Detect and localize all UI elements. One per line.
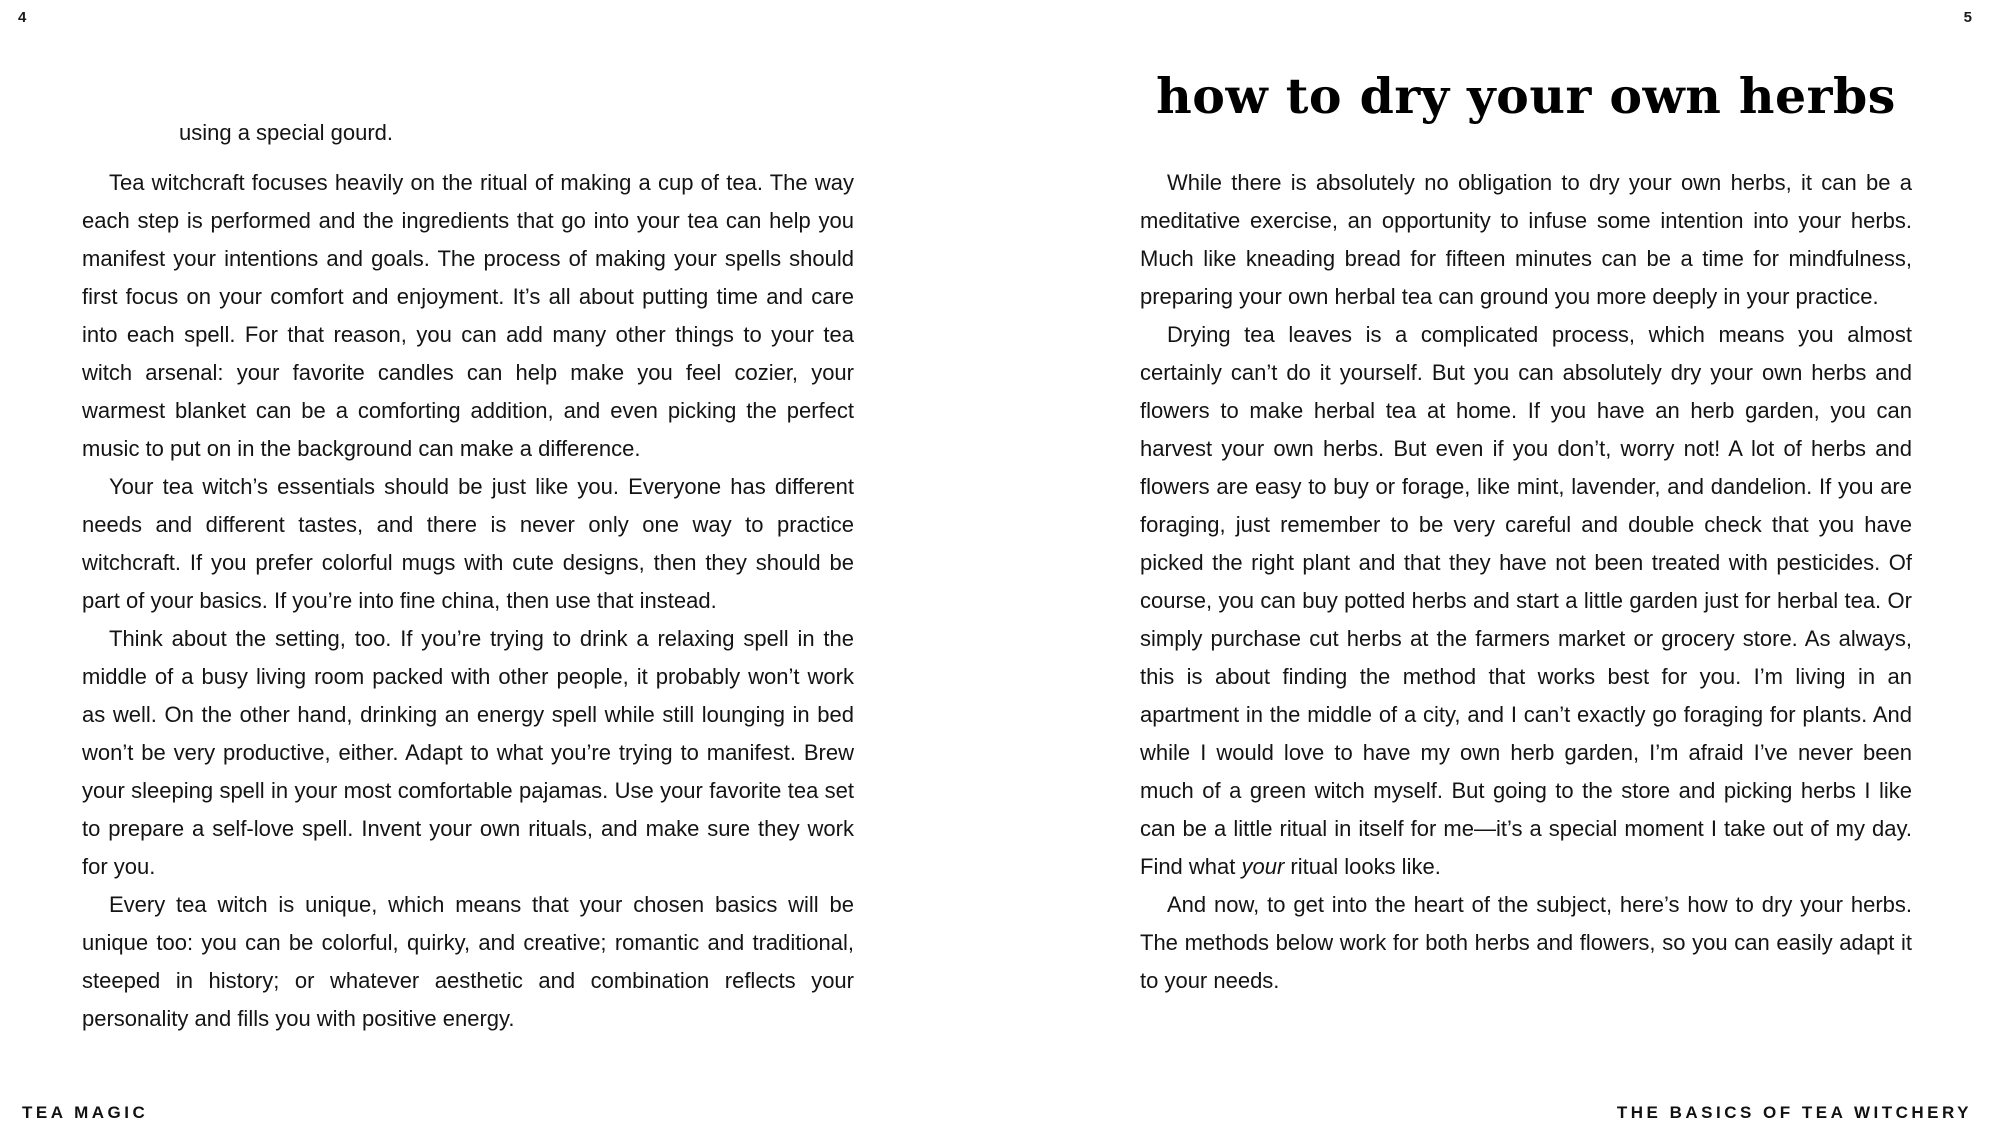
- running-footer-left: TEA MAGIC: [22, 1103, 149, 1122]
- paragraph-text-run: While there is absolutely no obligation to dry your own herbs, it can be a meditative exercise, an opportunity to infuse some intention into your herbs. Much like kneading bread for fifteen minutes can be a time for mindfulness, preparing your own herbal tea can ground you more deeply in your practice.: [1140, 170, 1912, 309]
- paragraph-text-run: Every tea witch is unique, which means that your chosen basics will be unique too: you can be colorful, quirky, and creative; romantic and traditional, steeped in history; or whatever aesthetic and combination reflects your personality and fills you with positive energy.: [82, 892, 854, 1031]
- paragraph: [82, 886, 854, 1038]
- paragraph: [1140, 316, 1912, 886]
- paragraph: [1140, 164, 1912, 316]
- left-paragraphs: [82, 164, 854, 1038]
- paragraph-text-run: Your tea witch’s essentials should be just like you. Everyone has different needs and different tastes, and there is never only one way to practice witchcraft. If you prefer colorful mugs with cute designs, then they should be part of your basics. If you’re into fine china, then use that instead.: [82, 474, 854, 613]
- chapter-heading: how to dry your own herbs: [1156, 67, 1896, 125]
- paragraph-text-run: Think about the setting, too. If you’re trying to drink a relaxing spell in the middle of a busy living room packed with other people, it probably won’t work as well. On the other hand, drinking an energy spell while still lounging in bed won’t be very productive, either. Adapt to what you’re trying to manifest. Brew your sleeping spell in your most comfortable pajamas. Use your favorite tea set to prepare a self-love spell. Invent your own rituals, and make sure they work for you.: [82, 626, 854, 879]
- paragraph: [1140, 886, 1912, 1000]
- running-footer-right: THE BASICS OF TEA WITCHERY: [1616, 1103, 1972, 1122]
- page-number-left: 4: [18, 9, 27, 26]
- paragraph: [82, 468, 854, 620]
- left-text-column: [82, 114, 854, 1038]
- paragraph-text-run: Drying tea leaves is a complicated process, which means you almost certainly can’t do it yourself. But you can absolutely dry your own herbs and flowers to make herbal tea at home. If you have an herb garden, you can harvest your own herbs. But even if you don’t, worry not! A lot of herbs and flowers are easy to buy or forage, like mint, lavender, and dandelion. If you are foraging, just remember to be very careful and double check that you have picked the right plant and that they have not been treated with pesticides. Of course, you can buy potted herbs and start a little garden just for herbal tea. Or simply purchase cut herbs at the farmers market or grocery store. As always, this is about finding the method that works best for you. I’m living in an apartment in the middle of a city, and I can’t exactly go foraging for plants. And while I would love to have my own herb garden, I’m afraid I’ve never been much of a green witch myself. But going to the store and picking herbs I like can be a little ritual in itself for me—it’s a special moment I take out of my day. Find what: [1140, 322, 1912, 879]
- paragraph: [82, 620, 854, 886]
- paragraph-text-run: ritual looks like.: [1284, 854, 1441, 879]
- paragraph-text-run: Tea witchcraft focuses heavily on the ritual of making a cup of tea. The way each step is performed and the ingredients that go into your tea can help you manifest your intentions and goals. The process of making your spells should first focus on your comfort and enjoyment. It’s all about putting time and care into each spell. For that reason, you can add many other things to your tea witch arsenal: your favorite candles can help make you feel cozier, your warmest blanket can be a comforting addition, and even picking the perfect music to put on in the background can make a difference.: [82, 170, 854, 461]
- right-text-column: [1140, 164, 1912, 1000]
- page-number-right: 5: [1963, 9, 1972, 26]
- paragraph-text-run: your: [1241, 854, 1285, 879]
- paragraph: [82, 164, 854, 468]
- right-paragraphs: [1140, 164, 1912, 1000]
- paragraph-text-run: And now, to get into the heart of the subject, here’s how to dry your herbs. The methods below work for both herbs and flowers, so you can easily adapt it to your needs.: [1140, 892, 1912, 993]
- continuation-line: using a special gourd.: [179, 120, 394, 145]
